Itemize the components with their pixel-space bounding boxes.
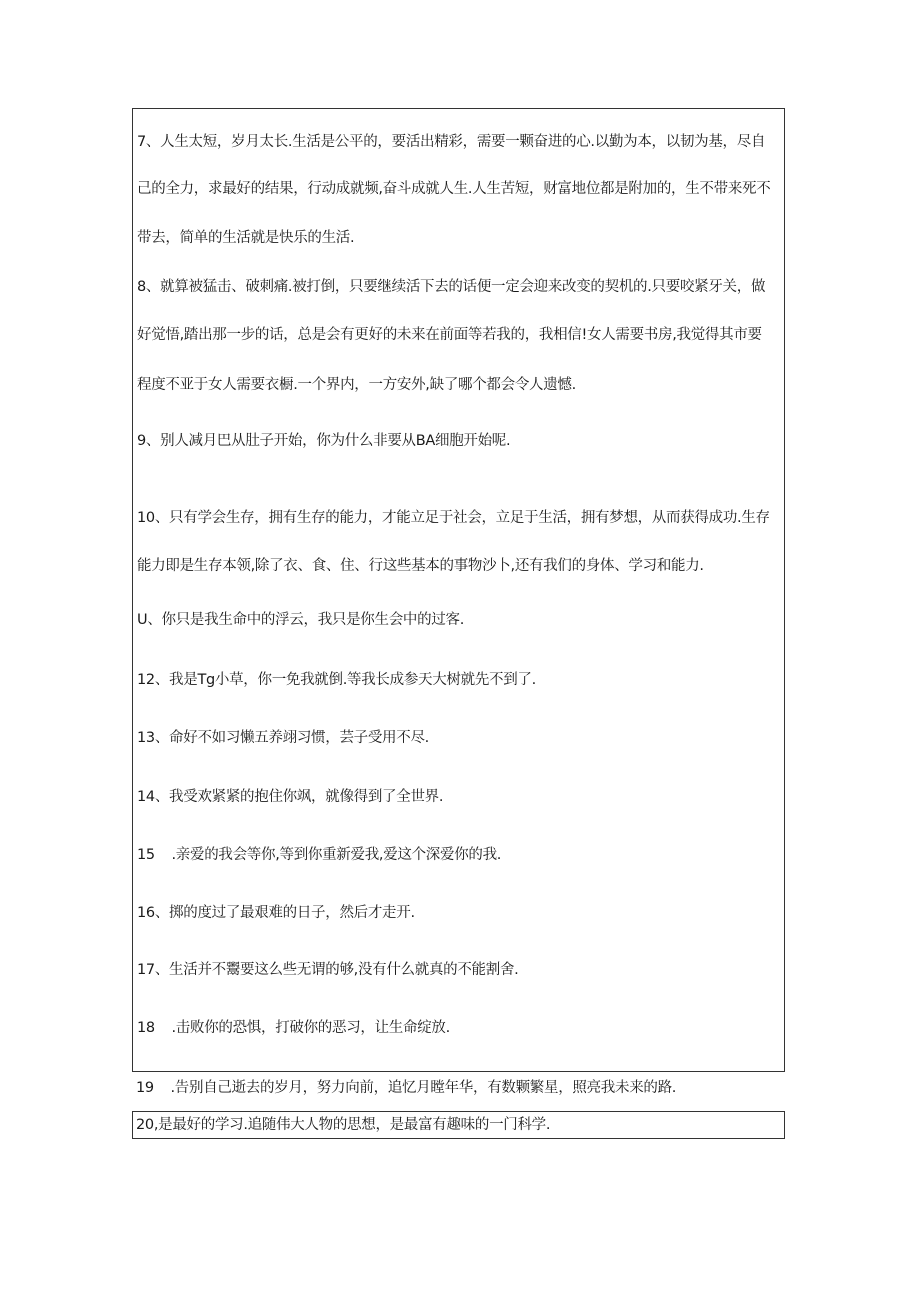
paragraph-17: 17、生活并不鬻要这么些无谓的够,没有什么就真的不能割舍.: [137, 962, 519, 978]
paragraph-8-line-2: 好觉悟,踏出那一步的话，总是会有更好的未来在前面等若我的，我相信!女人需要书房,我觉得其市要: [137, 327, 762, 343]
paragraph-7-line-3: 带去，简单的生活就是快乐的生活.: [137, 230, 355, 246]
paragraph-14: 14、我受欢紧紧的抱住你飒，就像得到了全世界.: [137, 789, 444, 805]
paragraph-10-line-2: 能力即是生存本领,除了衣、食、住、行这些基本的事物沙卜,还有我们的身体、学习和能力.: [137, 558, 704, 574]
paragraph-8-line-1: 8、就算被猛击、破刺痛.被打倒，只要继续活下去的话便一定会迎来改变的契机的.只要咬紧牙关，做: [137, 279, 766, 295]
paragraph-11: U、你只是我生命中的浮云，我只是你生会中的过客.: [137, 612, 465, 628]
bottom-frame: [132, 1111, 785, 1139]
paragraph-15: 15 .亲爱的我会等你,等到你重新爱我,爱这个深爱你的我.: [137, 847, 502, 863]
paragraph-9: 9、别人减月巴从肚子开始，你为什么非要从BA细胞开始呢.: [137, 433, 511, 449]
paragraph-18: 18 .击败你的恐惧，打破你的恶习，让生命绽放.: [137, 1020, 450, 1036]
paragraph-20: 20,是最好的学习.追随伟大人物的思想，是最富有趣味的一门科学.: [136, 1117, 551, 1133]
paragraph-19: 19 .告别自己逝去的岁月，努力向前，追忆月瞠年华，有数颗繁星，照亮我未来的路.: [136, 1080, 677, 1096]
paragraph-12: 12、我是Tg小草，你一免我就倒.等我长成参天大树就先不到了.: [137, 672, 536, 688]
paragraph-8-line-3: 程度不亚于女人需要衣橱.一个界内，一方安外,缺了哪个都会令人遗憾.: [137, 377, 576, 393]
text-frame: [132, 108, 785, 1072]
paragraph-7-line-1: 7、人生太短，岁月太长.生活是公平的，要活出精彩，需要一颗奋进的心.以勤为本，以韧为基，尽自: [137, 134, 766, 150]
paragraph-13: 13、命好不如习懒五养翊习惯，芸子受用不尽.: [137, 730, 429, 746]
paragraph-7-line-2: 己的全力，求最好的结果，行动成就频,奋斗成就人生.人生苦短，财富地位都是附加的，生不带来死不: [137, 181, 771, 197]
paragraph-16: 16、掷的度过了最艰难的日子，然后才走开.: [137, 905, 415, 921]
paragraph-10-line-1: 10、只有学会生存，拥有生存的能力，才能立足于社会，立足于生活，拥有梦想，从而获得成功.生存: [137, 510, 770, 526]
